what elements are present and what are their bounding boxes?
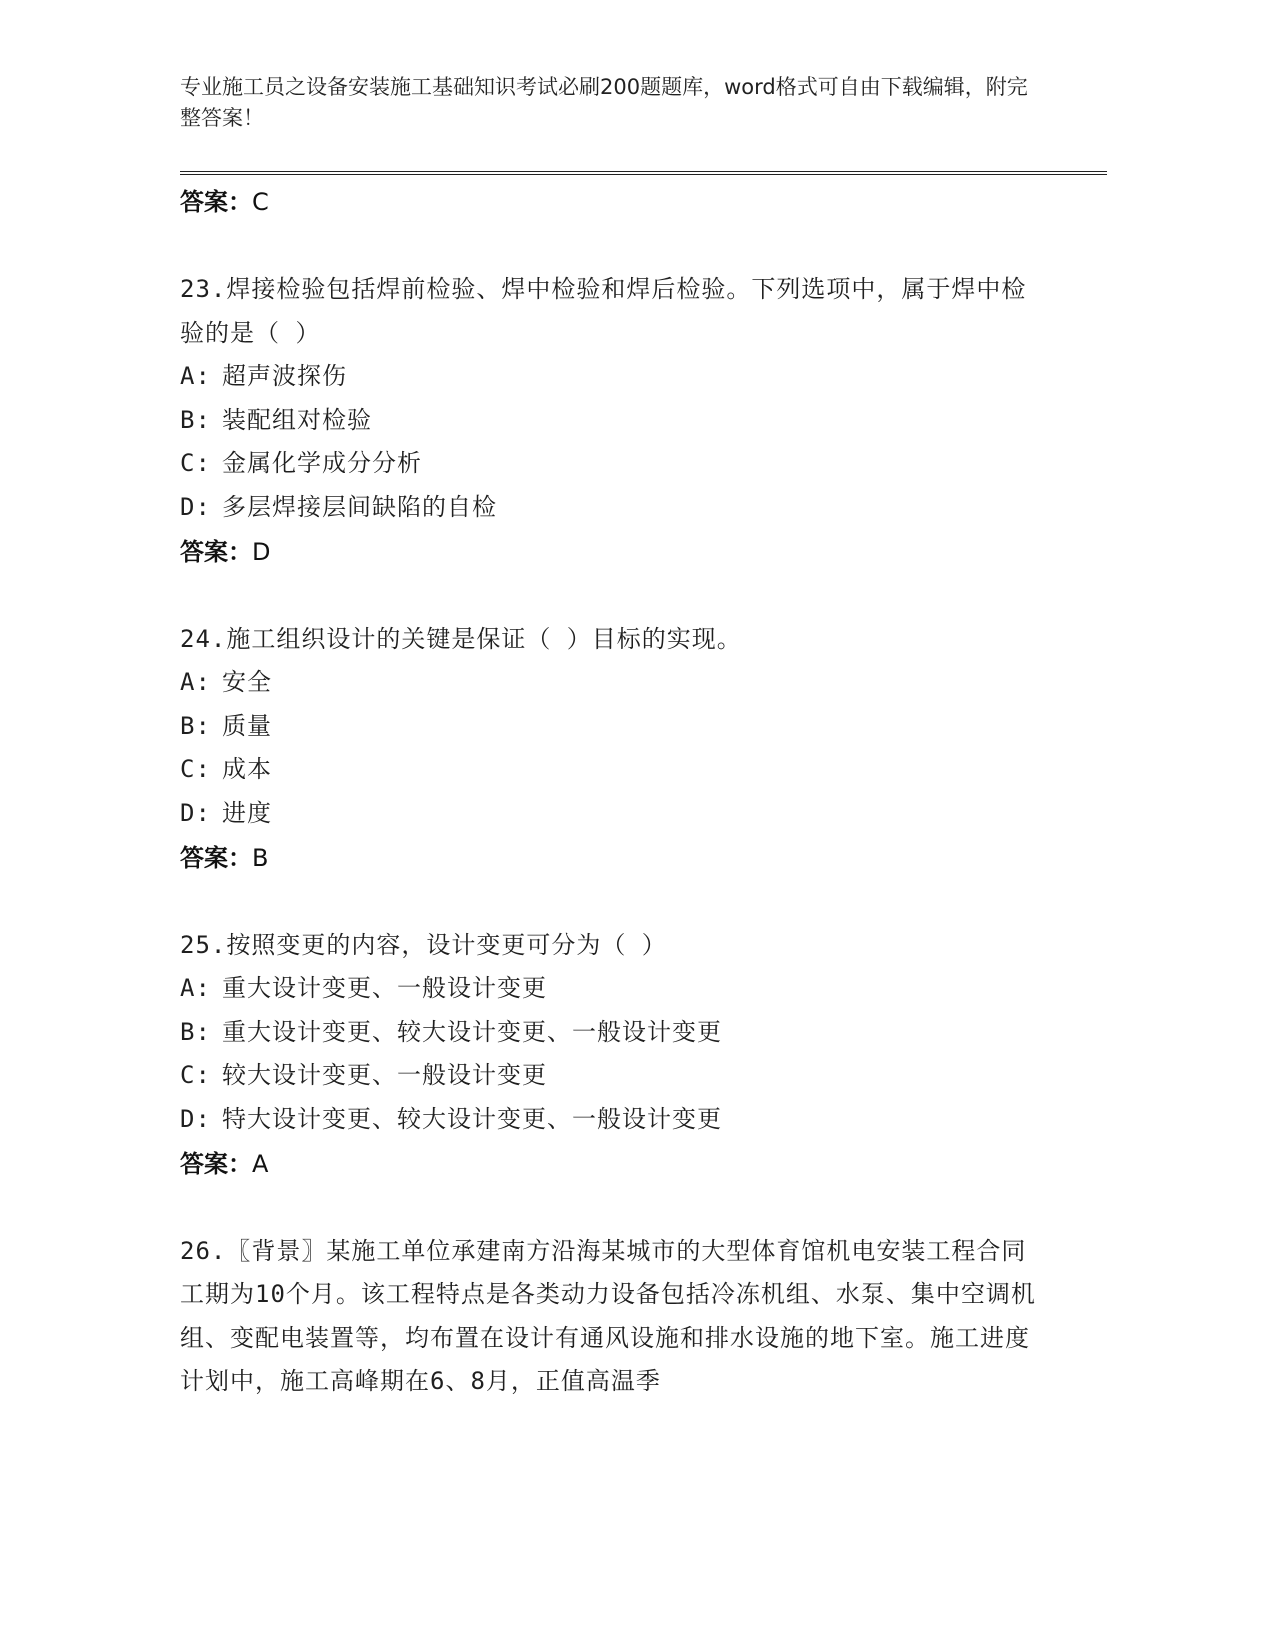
spacer <box>180 1186 1040 1230</box>
spacer <box>180 880 1040 924</box>
question-24 <box>180 618 1040 836</box>
option-key: C: <box>180 755 211 784</box>
option-key: D: <box>180 798 211 827</box>
option-b <box>180 1011 1040 1055</box>
option-a <box>180 661 1040 705</box>
answer-line <box>180 530 1040 574</box>
option-text: 重大设计变更、较大设计变更、一般设计变更 <box>222 1017 722 1046</box>
answer-line <box>180 836 1040 880</box>
option-c <box>180 442 1040 486</box>
option-key: A: <box>180 668 211 697</box>
option-a <box>180 967 1040 1011</box>
spacer <box>180 224 1040 268</box>
option-text: 金属化学成分分析 <box>222 449 422 478</box>
option-key: B: <box>180 1017 211 1046</box>
option-a <box>180 355 1040 399</box>
option-d <box>180 792 1040 836</box>
option-key: D: <box>180 1104 211 1133</box>
answer-line <box>180 1142 1040 1186</box>
question-text: 26.〖背景〗某施工单位承建南方沿海某城市的大型体育馆机电安装工程合同工期为10个月。该工程特点是各类动力设备包括冷冻机组、水泵、集中空调机组、变配电装置等，均布置在设计有通风设施和排水设施的地下室。施工进度计划中，施工高峰期在6、8月，正值高温季 <box>180 1236 1036 1396</box>
option-text: 较大设计变更、一般设计变更 <box>222 1061 547 1090</box>
answer-label: 答案： <box>180 188 252 216</box>
answer-value: D <box>252 537 271 566</box>
option-d <box>180 1098 1040 1142</box>
answer-value: C <box>252 188 269 216</box>
option-key: A: <box>180 362 211 391</box>
option-d <box>180 486 1040 530</box>
question-26 <box>180 1230 1040 1404</box>
option-key: A: <box>180 974 211 1003</box>
option-text: 多层焊接层间缺陷的自检 <box>222 492 497 521</box>
document-body <box>180 180 1040 1404</box>
answer-label: 答案： <box>180 843 252 872</box>
option-c <box>180 1054 1040 1098</box>
option-text: 装配组对检验 <box>222 405 372 434</box>
option-key: B: <box>180 405 211 434</box>
option-key: D: <box>180 492 211 521</box>
option-text: 重大设计变更、一般设计变更 <box>222 974 547 1003</box>
question-text: 23.焊接检验包括焊前检验、焊中检验和焊后检验。下列选项中，属于焊中检验的是（ ） <box>180 275 1027 347</box>
option-key: C: <box>180 449 211 478</box>
question-23 <box>180 268 1040 530</box>
answer-value: B <box>252 843 269 872</box>
option-b <box>180 399 1040 443</box>
document-header <box>180 72 1040 134</box>
option-text: 超声波探伤 <box>222 362 347 391</box>
spacer <box>180 574 1040 618</box>
option-text: 安全 <box>222 668 272 697</box>
option-c <box>180 748 1040 792</box>
question-25 <box>180 924 1040 1142</box>
option-text: 特大设计变更、较大设计变更、一般设计变更 <box>222 1104 722 1133</box>
answer-label: 答案： <box>180 537 252 566</box>
option-key: B: <box>180 711 211 740</box>
answer-value: A <box>252 1149 269 1178</box>
option-text: 质量 <box>222 711 272 740</box>
answer-label: 答案： <box>180 1149 252 1178</box>
option-key: C: <box>180 1061 211 1090</box>
option-b <box>180 705 1040 749</box>
header-text: 专业施工员之设备安装施工基础知识考试必刷200题题库，word格式可自由下载编辑，附完整答案！ <box>180 75 1028 130</box>
question-text: 24.施工组织设计的关键是保证（ ）目标的实现。 <box>180 624 742 653</box>
header-double-rule <box>180 171 1107 175</box>
answer-line <box>180 180 1040 224</box>
question-text: 25.按照变更的内容，设计变更可分为（ ） <box>180 930 667 959</box>
option-text: 成本 <box>222 755 272 784</box>
option-text: 进度 <box>222 798 272 827</box>
